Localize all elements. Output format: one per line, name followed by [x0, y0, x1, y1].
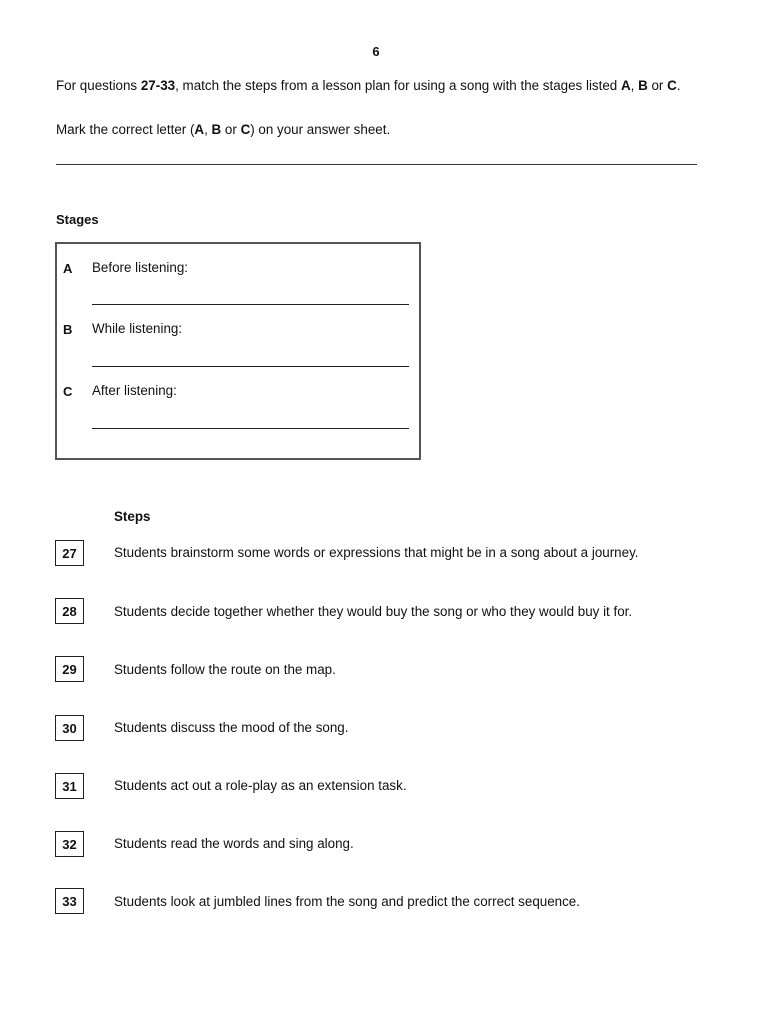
answer-line: [92, 428, 409, 429]
steps-title: Steps: [114, 509, 151, 524]
answer-line: [92, 304, 409, 305]
step-text: Students follow the route on the map.: [114, 662, 336, 677]
instruction-paragraph: [56, 78, 697, 93]
stages-title: Stages: [56, 212, 99, 227]
stage-letter: B: [63, 322, 73, 337]
question-number-box: 30: [55, 715, 84, 741]
separator: or: [221, 122, 241, 137]
question-number-box: 33: [55, 888, 84, 914]
stage-letter: C: [63, 384, 73, 399]
option-a: A: [620, 78, 631, 93]
option-c: C: [240, 122, 251, 137]
step-text: Students decide together whether they would buy the song or who they would buy it for.: [114, 604, 633, 619]
step-text: Students read the words and sing along.: [114, 836, 354, 851]
page-number: 6: [372, 44, 380, 59]
question-range: 27-33: [140, 78, 176, 93]
question-number-box: 29: [55, 656, 84, 682]
instruction-text: Mark the correct letter (: [56, 122, 195, 137]
instruction-text: ) on your answer sheet.: [250, 122, 391, 137]
step-text: Students discuss the mood of the song.: [114, 720, 349, 735]
separator: ,: [204, 122, 212, 137]
stage-label: After listening:: [92, 383, 177, 398]
question-number-box: 27: [55, 540, 84, 566]
question-number-box: 32: [55, 831, 84, 857]
instruction-text: , match the steps from a lesson plan for using a song with the stages listed: [175, 78, 621, 93]
option-a: A: [194, 122, 205, 137]
step-text: Students act out a role-play as an extension task.: [114, 778, 407, 793]
stage-letter: A: [63, 261, 73, 276]
question-number-box: 28: [55, 598, 84, 624]
step-text: Students look at jumbled lines from the song and predict the correct sequence.: [114, 894, 580, 909]
separator: ,: [630, 78, 639, 93]
separator: or: [647, 78, 668, 93]
period: .: [676, 78, 681, 93]
step-text: Students brainstorm some words or expressions that might be in a song about a journey.: [114, 545, 639, 560]
divider: [56, 164, 697, 165]
instruction-text: For questions: [56, 78, 141, 93]
answer-line: [92, 366, 409, 367]
stage-label: While listening:: [92, 321, 183, 336]
stage-label: Before listening:: [92, 260, 189, 275]
option-c: C: [667, 78, 677, 93]
option-b: B: [638, 78, 648, 93]
answer-sheet-instruction: [56, 122, 697, 137]
option-b: B: [211, 122, 222, 137]
question-number-box: 31: [55, 773, 84, 799]
